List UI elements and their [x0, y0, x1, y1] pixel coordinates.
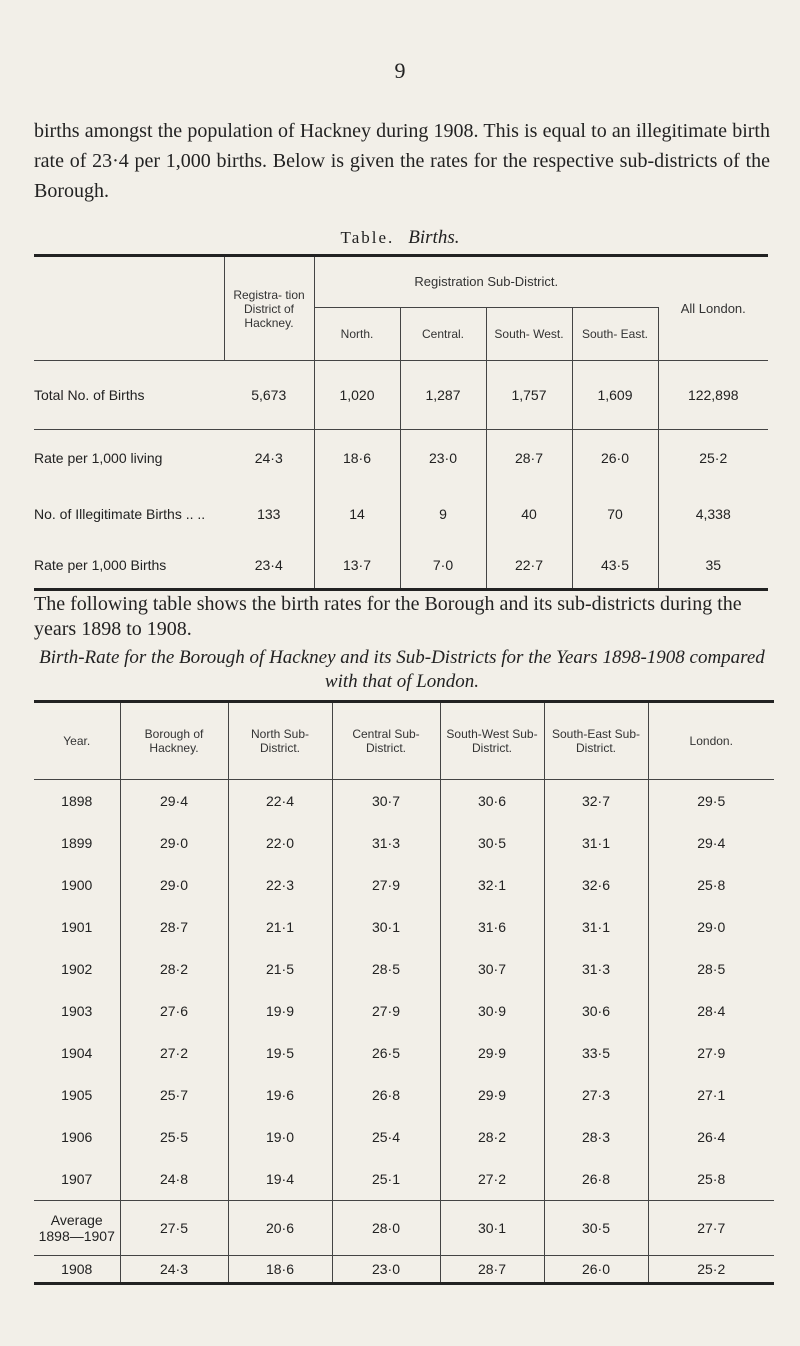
rate-cell: 19·0	[228, 1116, 332, 1158]
rate-cell: 24·3	[120, 1256, 228, 1284]
rate-cell: 31·3	[332, 822, 440, 864]
rate-cell: 19·4	[228, 1158, 332, 1201]
rate-cell: 31·3	[544, 948, 648, 990]
table-row	[34, 1158, 774, 1201]
header-year: Year.	[34, 702, 120, 780]
rate-cell: 25·2	[648, 1256, 774, 1284]
header-central: Central.	[400, 308, 486, 361]
rate-cell: 30·6	[440, 780, 544, 823]
header-sub-district-group: Registration Sub-District.	[314, 256, 658, 308]
table1-title	[0, 227, 800, 249]
rate-cell: 27·6	[120, 990, 228, 1032]
header-south-east: South-East Sub- District.	[544, 702, 648, 780]
rate-cell: 31·1	[544, 906, 648, 948]
row-label: Total No. of Births	[34, 361, 224, 430]
rate-cell: 19·5	[228, 1032, 332, 1074]
cell: 133	[224, 486, 314, 542]
rate-cell: 27·5	[120, 1201, 228, 1256]
year-cell: 1899	[34, 822, 120, 864]
rate-cell: 30·7	[440, 948, 544, 990]
cell: 4,338	[695, 506, 731, 522]
cell: 1,609	[572, 361, 658, 430]
cell: 9	[400, 486, 486, 542]
cell: 26·0	[572, 430, 658, 487]
header-north: North Sub- District.	[228, 702, 332, 780]
birth-rate-table	[34, 700, 774, 1285]
year-cell: 1904	[34, 1032, 120, 1074]
rate-cell: 27·2	[440, 1158, 544, 1201]
rate-cell: 30·1	[440, 1201, 544, 1256]
header-district: Registra- tion District of Hackney.	[224, 256, 314, 361]
table-row	[34, 990, 774, 1032]
rate-cell: 29·4	[120, 780, 228, 823]
header-blank	[34, 256, 224, 361]
rate-cell: 24·8	[120, 1158, 228, 1201]
rate-cell: 29·0	[120, 864, 228, 906]
rate-cell: 23·0	[332, 1256, 440, 1284]
rate-cell: 28·0	[332, 1201, 440, 1256]
rate-cell: 29·0	[697, 919, 726, 935]
rate-cell: 22·3	[228, 864, 332, 906]
rate-cell: 30·9	[440, 990, 544, 1032]
table-row	[34, 1116, 774, 1158]
row-label: Rate per 1,000 Births	[34, 557, 167, 573]
rate-cell: 18·6	[228, 1256, 332, 1284]
rate-cell: 28·5	[332, 948, 440, 990]
rate-cell: 25·5	[120, 1116, 228, 1158]
year-cell: 1901	[34, 906, 120, 948]
year-cell: 1905	[34, 1074, 120, 1116]
cell: 14	[314, 486, 400, 542]
births-table	[34, 254, 768, 591]
year-cell: 1900	[34, 864, 120, 906]
rate-cell: 31·6	[440, 906, 544, 948]
rate-cell: 26·8	[332, 1074, 440, 1116]
header-south-west: South- West.	[486, 308, 572, 361]
header-borough: Borough of Hackney.	[120, 702, 228, 780]
rate-cell: 29·5	[697, 793, 726, 809]
table-row	[34, 1032, 774, 1074]
rate-cell: 22·4	[228, 780, 332, 823]
rate-cell: 27·2	[120, 1032, 228, 1074]
rate-cell: 25·8	[697, 1171, 726, 1187]
cell: 70	[572, 486, 658, 542]
rate-cell: 28·2	[120, 948, 228, 990]
cell: 25·2	[658, 430, 768, 487]
header-south-west: South-West Sub- District.	[440, 702, 544, 780]
header-central: Central Sub- District.	[332, 702, 440, 780]
cell: 43·5	[572, 542, 658, 590]
rate-cell: 32·7	[544, 780, 648, 823]
rate-cell: 27·9	[697, 1045, 726, 1061]
row-label: No. of Illegitimate Births .. ..	[34, 506, 206, 522]
cell: 7·0	[400, 542, 486, 590]
rate-cell: 27·9	[332, 864, 440, 906]
rate-cell: 25·8	[697, 877, 726, 893]
cell: 1,020	[314, 361, 400, 430]
rate-cell: 19·6	[228, 1074, 332, 1116]
rate-cell: 30·6	[544, 990, 648, 1032]
rate-cell: 26·0	[544, 1256, 648, 1284]
rate-cell: 31·1	[544, 822, 648, 864]
rate-cell: 26·4	[697, 1129, 726, 1145]
rate-cell: 27·1	[697, 1087, 726, 1103]
rate-cell: 30·1	[332, 906, 440, 948]
header-london: London.	[648, 702, 774, 780]
table-row	[34, 948, 774, 990]
table-row	[34, 864, 774, 906]
rate-cell: 26·8	[544, 1158, 648, 1201]
rate-cell: 27·3	[544, 1074, 648, 1116]
cell: 22·7	[486, 542, 572, 590]
table-row	[34, 822, 774, 864]
rate-cell: 33·5	[544, 1032, 648, 1074]
header-north: North.	[314, 308, 400, 361]
rate-cell: 29·9	[440, 1032, 544, 1074]
rate-cell: 25·7	[120, 1074, 228, 1116]
rate-cell: 28·7	[440, 1256, 544, 1284]
cell: 35	[705, 557, 722, 573]
cell: 1,757	[486, 361, 572, 430]
table-row	[34, 1201, 774, 1256]
table2-title: Birth-Rate for the Borough of Hackney and its Sub-Districts for the Years 1898-1908 compared with that of London.	[39, 647, 765, 692]
rate-cell: 28·5	[697, 961, 726, 977]
cell: 13·7	[314, 542, 400, 590]
table-row	[34, 906, 774, 948]
year-cell: 1907	[34, 1158, 120, 1201]
rate-cell: 25·1	[332, 1158, 440, 1201]
cell: 28·7	[486, 430, 572, 487]
rate-cell: 22·0	[228, 822, 332, 864]
second-paragraph: The following table shows the birth rates for the Borough and its sub-districts during the years 1898 to 1908.	[34, 593, 742, 640]
header-south-east: South- East.	[572, 308, 658, 361]
rate-cell: 28·7	[120, 906, 228, 948]
year-cell: 1908	[34, 1256, 120, 1284]
cell: 24·3	[224, 430, 314, 487]
year-cell: Average 1898—1907	[34, 1201, 120, 1256]
rate-cell: 28·4	[697, 1003, 726, 1019]
rate-cell: 28·3	[544, 1116, 648, 1158]
cell: 5,673	[224, 361, 314, 430]
year-cell: 1902	[34, 948, 120, 990]
cell: 1,287	[400, 361, 486, 430]
rate-cell: 30·7	[332, 780, 440, 823]
table-row	[34, 1256, 774, 1284]
page-number: 9	[394, 58, 406, 83]
cell: 40	[486, 486, 572, 542]
table1-title-text: Births.	[408, 227, 460, 248]
rate-cell: 29·0	[120, 822, 228, 864]
rate-cell: 20·6	[228, 1201, 332, 1256]
rate-cell: 25·4	[332, 1116, 440, 1158]
cell: 122,898	[658, 361, 768, 430]
intro-paragraph: births amongst the population of Hackney during 1908. This is equal to an illegitimate birth rate of 23·4 per 1,000 births. Below is given the rates for the respective sub-districts of the Borough.	[34, 120, 770, 202]
year-cell: 1898	[34, 780, 120, 823]
rate-cell: 27·7	[648, 1201, 774, 1256]
row-label: Rate per 1,000 living	[34, 430, 224, 487]
rate-cell: 28·2	[440, 1116, 544, 1158]
year-cell: 1903	[34, 990, 120, 1032]
rate-cell: 29·9	[440, 1074, 544, 1116]
cell: 23·4	[224, 542, 314, 590]
rate-cell: 30·5	[544, 1201, 648, 1256]
rate-cell: 19·9	[228, 990, 332, 1032]
year-cell: 1906	[34, 1116, 120, 1158]
cell: 18·6	[314, 430, 400, 487]
rate-cell: 27·9	[332, 990, 440, 1032]
rate-cell: 26·5	[332, 1032, 440, 1074]
rate-cell: 32·1	[440, 864, 544, 906]
table-row	[34, 1074, 774, 1116]
rate-cell: 29·4	[697, 835, 726, 851]
rate-cell: 21·1	[228, 906, 332, 948]
rate-cell: 21·5	[228, 948, 332, 990]
cell: 23·0	[400, 430, 486, 487]
table1-title-prefix: Table.	[340, 228, 395, 247]
rate-cell: 32·6	[544, 864, 648, 906]
header-all-london: All London.	[680, 300, 746, 316]
rate-cell: 30·5	[440, 822, 544, 864]
table-row	[34, 780, 774, 823]
